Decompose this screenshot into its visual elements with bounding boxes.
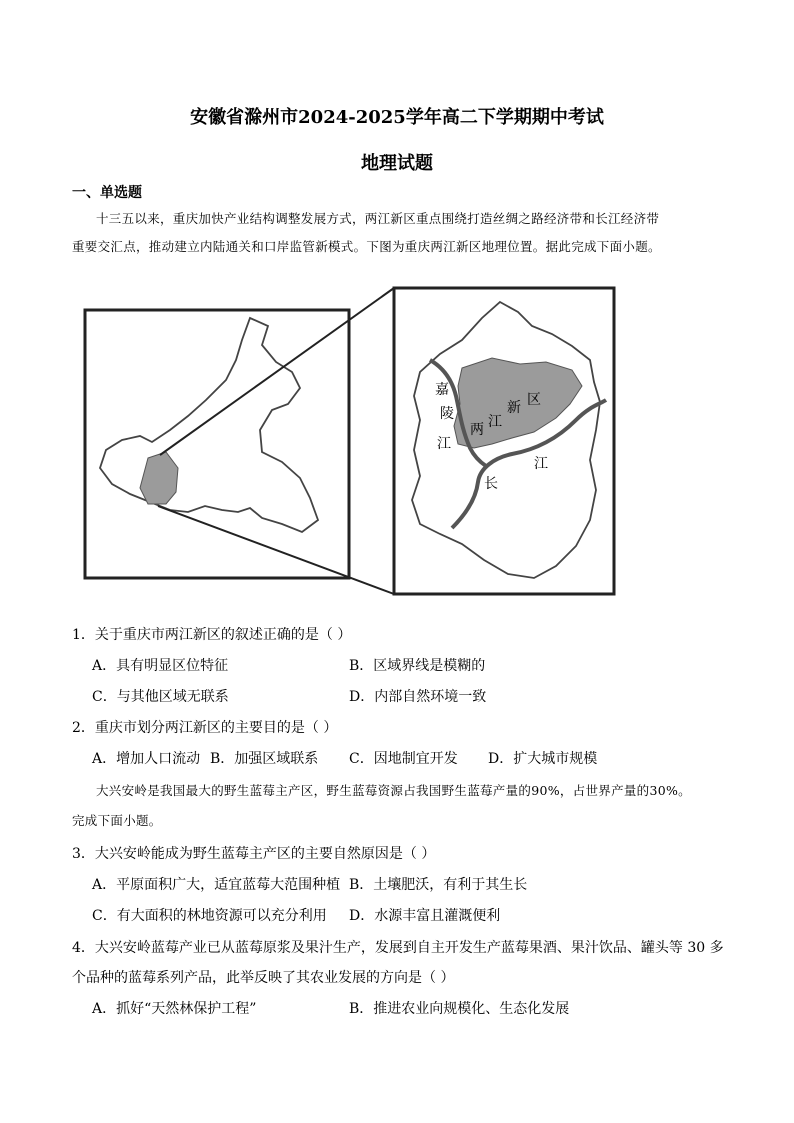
chongqing-outline [100, 318, 318, 532]
passage-2-line-2: 完成下面小题。 [72, 813, 162, 828]
question-3-option-d[interactable]: D．水源丰富且灌溉便利 [349, 908, 501, 924]
page-subtitle: 地理试题 [361, 153, 433, 174]
question-4-option-a[interactable]: A．抓好“天然林保护工程” [92, 1001, 257, 1017]
question-1-stem: 1．关于重庆市两江新区的叙述正确的是（ ） [72, 627, 352, 643]
question-2-option-c[interactable]: C．因地制宜开发 [349, 751, 458, 767]
map-label-jiang-1: 江 [437, 436, 451, 452]
map-label-ling: 陵 [440, 406, 454, 422]
question-3-option-c[interactable]: C．有大面积的林地资源可以充分利用 [92, 908, 327, 924]
question-1-option-c[interactable]: C．与其他区域无联系 [92, 689, 229, 705]
question-4-stem-line-1: 4．大兴安岭蓝莓产业已从蓝莓原浆及果汁生产，发展到自主开发生产蓝莓果酒、果汁饮品、罐头等 30 多 [72, 940, 724, 956]
question-2-option-d[interactable]: D．扩大城市规模 [488, 751, 598, 767]
question-4-option-b[interactable]: B．推进农业向规模化、生态化发展 [349, 1001, 570, 1017]
passage-2-line-1: 大兴安岭是我国最大的野生蓝莓主产区，野生蓝莓资源占我国野生蓝莓产量的90%，占世界产量的30%。 [96, 783, 691, 798]
question-3-option-b[interactable]: B．土壤肥沃，有利于其生长 [349, 877, 528, 893]
question-2-stem: 2．重庆市划分两江新区的主要目的是（ ） [72, 720, 338, 736]
overview-highlight-region [140, 452, 178, 504]
map-label-jiang-2: 江 [488, 414, 502, 430]
question-3-option-a[interactable]: A．平原面积广大，适宜蓝莓大范围种植 [92, 877, 341, 893]
question-1-option-b[interactable]: B．区域界线是模糊的 [349, 658, 486, 674]
section-heading: 一、单选题 [72, 185, 142, 201]
map-label-qu: 区 [527, 392, 541, 408]
map-label-liang: 两 [470, 422, 484, 438]
passage-1-line-1: 十三五以来，重庆加快产业结构调整发展方式，两江新区重点围绕打造丝绸之路经济带和长江经济带 [96, 211, 660, 226]
question-2-option-a[interactable]: A．增加人口流动 [92, 751, 201, 767]
question-4-stem-line-2: 个品种的蓝莓系列产品，此举反映了其农业发展的方向是（ ） [72, 970, 455, 986]
overview-map-frame [85, 310, 349, 578]
zoom-connector-bottom [158, 506, 394, 594]
page-title: 安徽省滁州市2024-2025学年高二下学期期中考试 [190, 107, 604, 128]
question-1-option-a[interactable]: A．具有明显区位特征 [92, 658, 229, 674]
question-2-option-b[interactable]: B．加强区域联系 [210, 751, 319, 767]
passage-1-line-2: 重要交汇点，推动建立内陆通关和口岸监管新模式。下图为重庆两江新区地理位置。据此完成下面小题。 [72, 239, 661, 254]
map-label-xin: 新 [507, 400, 521, 416]
zoom-connector-top [160, 288, 394, 455]
question-1-option-d[interactable]: D．内部自然环境一致 [349, 689, 487, 705]
map-label-jiang-3: 江 [534, 456, 548, 472]
map-label-chang: 长 [484, 476, 498, 492]
map-label-jia: 嘉 [435, 382, 449, 398]
detail-map-frame [394, 288, 614, 594]
question-3-stem: 3．大兴安岭能成为野生蓝莓主产区的主要自然原因是（ ） [72, 846, 436, 862]
